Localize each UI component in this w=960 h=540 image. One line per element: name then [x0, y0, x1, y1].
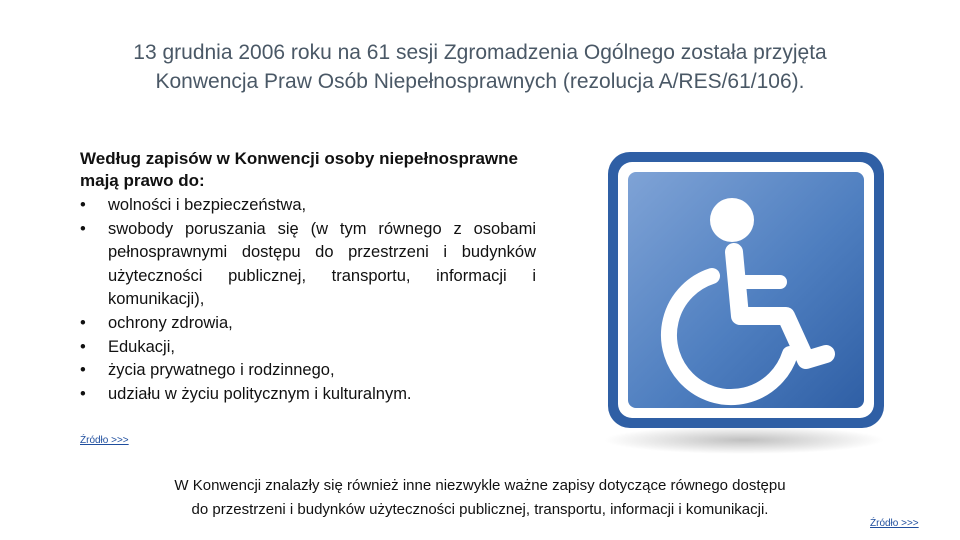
rights-list: [80, 194, 536, 406]
footer-note-line-2: do przestrzeni i budynków użyteczności publicznej, transportu, informacji i komunikacji.: [191, 501, 769, 518]
bullet-icon: •: [80, 313, 86, 332]
rights-list-item: [80, 194, 536, 218]
bullet-icon: •: [80, 361, 86, 380]
rights-item-text: udziału w życiu politycznym i kulturalnym.: [108, 384, 412, 403]
rights-lead: [80, 148, 536, 192]
footer-note-line-1: W Konwencji znalazły się również inne niezwykle ważne zapisy dotyczące równego dostępu: [174, 477, 786, 494]
rights-list-item: [80, 359, 536, 383]
rights-item-text: swobody poruszania się (w tym równego z osobami pełnosprawnymi dostępu do przestrzeni i budynków użyteczności publicznej, transportu, informacji i komunikacji),: [108, 219, 536, 309]
bullet-icon: •: [80, 219, 86, 238]
source-link-1[interactable]: Źródło >>>: [80, 435, 129, 446]
slide-title-line-2: Konwencja Praw Osób Niepełnosprawnych (rezolucja A/RES/61/106).: [155, 70, 805, 93]
slide-title-line-1: 13 grudnia 2006 roku na 61 sesji Zgromadzenia Ogólnego została przyjęta: [133, 41, 827, 64]
bullet-icon: •: [80, 384, 86, 403]
rights-lead-line-1: Według zapisów w Konwencji osoby niepełnosprawne: [80, 149, 518, 168]
wheelchair-accessibility-icon: [594, 148, 894, 458]
rights-lead-line-2: mają prawo do:: [80, 171, 205, 190]
rights-list-item: [80, 336, 536, 360]
rights-list-item: [80, 383, 536, 407]
rights-list-item: [80, 218, 536, 312]
rights-section: [80, 148, 536, 406]
rights-item-text: ochrony zdrowia,: [108, 313, 233, 332]
rights-item-text: wolności i bezpieczeństwa,: [108, 196, 307, 214]
bullet-icon: •: [80, 337, 86, 356]
slide-title: [40, 38, 920, 96]
bullet-icon: •: [80, 196, 86, 214]
rights-item-text: Edukacji,: [108, 337, 175, 356]
rights-list-item: [80, 312, 536, 336]
source-link-2[interactable]: Źródło >>>: [870, 518, 919, 529]
rights-item-text: życia prywatnego i rodzinnego,: [108, 361, 335, 380]
footer-note: [80, 474, 880, 522]
